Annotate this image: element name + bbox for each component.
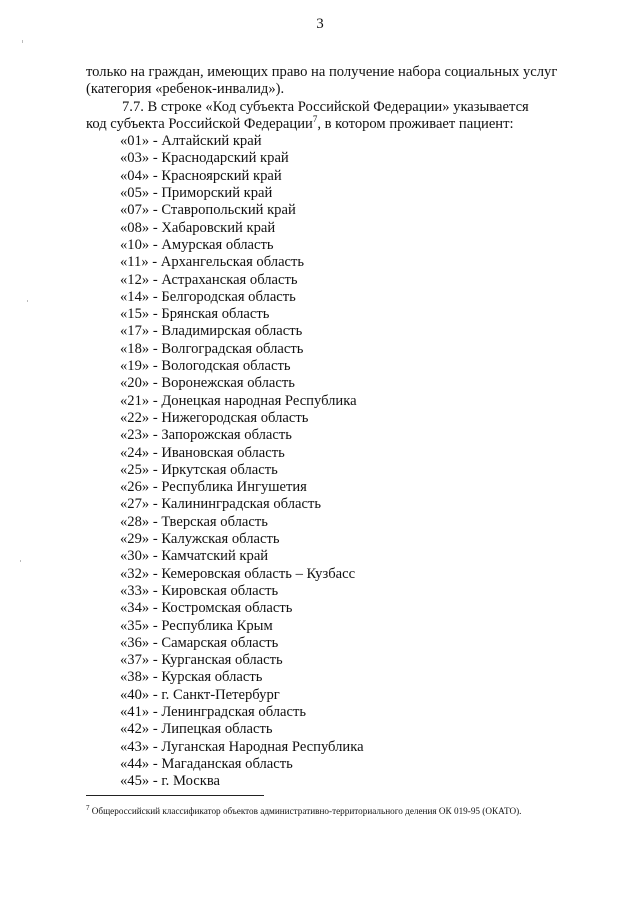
paragraph-line: 7.7. В строке «Код субъекта Российской Федерации» указывается bbox=[122, 98, 529, 115]
paragraph-continuation bbox=[86, 64, 598, 99]
region-list-item: «11» - Архангельская область bbox=[120, 254, 305, 271]
paragraph-line: (категория «ребенок-инвалид»). bbox=[86, 81, 285, 98]
region-list-item: «32» - Кемеровская область – Кузбасс bbox=[120, 565, 356, 582]
region-list-item: «15» - Брянская область bbox=[120, 306, 270, 323]
region-list-item: «14» - Белгородская область bbox=[120, 288, 296, 305]
region-list-item: «22» - Нижегородская область bbox=[120, 409, 309, 426]
region-list-item: «29» - Калужская область bbox=[120, 531, 280, 548]
region-list-item: «21» - Донецкая народная Республика bbox=[120, 392, 357, 409]
region-list-item: «44» - Магаданская область bbox=[120, 755, 293, 772]
region-list-item: «37» - Курганская область bbox=[120, 652, 283, 669]
region-list-item: «01» - Алтайский край bbox=[120, 133, 262, 150]
scan-speck bbox=[22, 40, 23, 43]
paragraph-7-7 bbox=[86, 99, 598, 134]
region-list-item: «05» - Приморский край bbox=[120, 185, 273, 202]
paragraph-line: только на граждан, имеющих право на получение набора социальных услуг bbox=[86, 64, 558, 80]
region-list-item: «07» - Ставропольский край bbox=[120, 202, 296, 219]
footnote-reference: 7 bbox=[312, 114, 318, 125]
region-list-item: «24» - Ивановская область bbox=[120, 444, 285, 461]
scan-speck bbox=[27, 300, 28, 302]
region-list-item: «20» - Воронежская область bbox=[120, 375, 295, 392]
region-list-item: «34» - Костромская область bbox=[120, 600, 293, 617]
paragraph-line: , в котором проживает пациент: bbox=[317, 115, 514, 132]
region-list-item: «45» - г. Москва bbox=[120, 773, 220, 790]
region-list-item: «36» - Самарская область bbox=[120, 634, 279, 651]
region-list-item: «27» - Калининградская область bbox=[120, 496, 322, 513]
region-list-item: «41» - Ленинградская область bbox=[120, 703, 307, 720]
region-list-item: «30» - Камчатский край bbox=[120, 548, 269, 565]
region-list-item: «35» - Республика Крым bbox=[120, 617, 273, 634]
region-list-item: «26» - Республика Ингушетия bbox=[120, 479, 307, 496]
footnote-marker: 7 bbox=[86, 804, 90, 812]
region-list-item: «38» - Курская область bbox=[120, 669, 263, 686]
region-list-item: «33» - Кировская область bbox=[120, 582, 279, 599]
document-body bbox=[86, 64, 598, 790]
scan-speck bbox=[20, 560, 21, 562]
region-list-item: «43» - Луганская Народная Республика bbox=[120, 738, 364, 755]
region-list-item: «03» - Краснодарский край bbox=[120, 150, 289, 167]
region-list-item: «28» - Тверская область bbox=[120, 513, 268, 530]
page-number: 3 bbox=[316, 16, 324, 32]
footnote-separator bbox=[86, 795, 264, 796]
region-list-item: «42» - Липецкая область bbox=[120, 721, 273, 738]
footnote bbox=[86, 803, 606, 817]
region-list-item: «40» - г. Санкт-Петербург bbox=[120, 686, 280, 703]
paragraph-line: код субъекта Российской Федерации bbox=[86, 115, 313, 132]
region-list-item: «12» - Астраханская область bbox=[120, 271, 298, 288]
region-list-item: «18» - Волгоградская область bbox=[120, 340, 304, 357]
region-code-list bbox=[86, 133, 598, 790]
region-list-item: «25» - Иркутская область bbox=[120, 461, 278, 478]
region-list-item: «04» - Красноярский край bbox=[120, 167, 282, 184]
region-list-item: «10» - Амурская область bbox=[120, 236, 274, 253]
region-list-item: «08» - Хабаровский край bbox=[120, 219, 276, 236]
region-list-item: «19» - Вологодская область bbox=[120, 358, 291, 375]
footnote-text: Общероссийский классификатор объектов административно-территориального деления ОК 019-95 (ОКАТО). bbox=[89, 806, 522, 817]
region-list-item: «23» - Запорожская область bbox=[120, 427, 292, 444]
region-list-item: «17» - Владимирская область bbox=[120, 323, 303, 340]
